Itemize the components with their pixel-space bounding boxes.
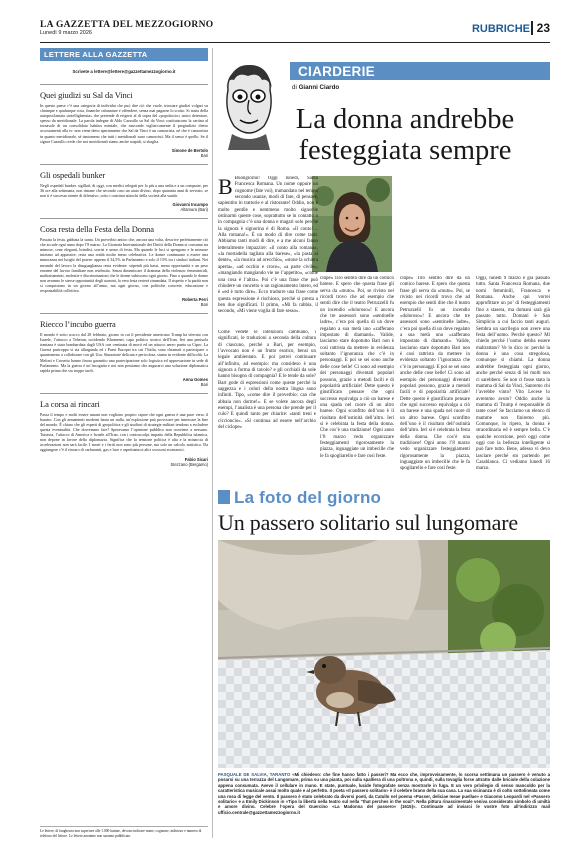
article-column-2 <box>320 276 394 482</box>
drop-cap: B <box>218 176 233 199</box>
letter-city: Stezzano (Bergamo) <box>170 461 208 467</box>
letter-title: Quei giudizi su Sal da Vinci <box>40 84 208 100</box>
letter-item <box>40 164 208 212</box>
caption-text: «Mi chiedevo: che fine hanno fatto i passeri? Ma ecco che, improvvisamente, lo scorsa settimana un passero è venuto a posarsi su una terrazza del Lungomare, prima su una pianta, poi sulla spalliera di una poltrona e, quindi, sulla tovaglia forse attratto dalle briciole della colazione appena consumata. Avevo il cellulare in mano. E state, puntuale, lucide fotografate senza mostrarle in fuga. E un vero privilegio di senso mancoldo per la caratteristica musicale assai molto quale e al perfetto. Il poeta «Il passero solitario» è il celebre brano della sua casa. La sua vicinanza è di colto sottolineata come una rosa di legge del vento. Il passero è stato celebrato da diversi poeti, da Catullo nel poema «Passer, deliciae meae puellae» e Giacomo Leopardi nel «Passero solitario» e a Emily Dickinson in «Tipo la libertà nella teatro sul nella “that perches in the soul”. Nella pittura rinascimentale veniva considerato simbolo di umiltà e amore divino. Celebre l’opera del Guercino «La Madonna del passero» (1615)». Continuate ad inviarci le vostre foto all’indirizzo mail ufficio.centrale@gazzettamezzogiorno.it <box>218 772 550 815</box>
ciarderie-band <box>290 62 550 80</box>
article-column-1b <box>218 330 316 480</box>
article-headline: La donna andrebbe festeggiata sempre <box>295 104 515 166</box>
letter-author: Roberta Perri <box>182 297 208 303</box>
section-name: RUBRICHE <box>471 23 530 35</box>
article-text: clope» Tiro sentito dire da un comico barese. E spero che questa frase gli serva da «muto». Poi, se rivisto nei ricordi trovo che ad esempio che sentii dire che il teatro Petruzzelli fu un incendio «doloroso»! E ancora che tre assessori sono «sentinelle ladre», c’era poi quella di un dove regalato a sua metà uno «zafferano impostato di diamanti». Valide, lasciamo stare dopotutto Bari non è così rattrista da mettere in evidenza soltanto l’ignoranza che c’è in personaggi. E poi se sei sono anche delle cose belle! Ci sono ad esempio dei personaggi diventati popolari possono, grazie a metodi facili e di popolarità artificiale! Dette questo è giustificato pensare che ogni successo equivalga a ciò un barese e una spada nel cuore di un altro barese. Ogni sconfitto dell’uno è il risultato dell’ostinità dell’altro. Ieri si è celebrata la festa della donna. Che cos’è una tradizione! Ogni anno l’8 marzo vedo organizzare festeggiamenti rigorosamente la piazza, inguaggiate un imbecille che le fa spogliarello e fare così feste. <box>400 276 470 472</box>
letter-title: La corsa ai rincari <box>40 393 208 409</box>
letter-signature <box>40 297 208 307</box>
letters-column <box>40 48 208 838</box>
letters-footnote: Le lettere, di lunghezza non superiore alle 1.000 battute, devono indicare nome, cognome, indirizzo e numero di telefono del lettore. Le lettere anonime non saranno pubblicate. <box>40 826 208 838</box>
article-column-1 <box>218 176 318 326</box>
byline <box>292 84 339 91</box>
article-text: clope» Tiro sentito dire da un comico barese. E spero che questa frase gli serva da «muto». Poi, se rivisto nei ricordi trovo che ad esempio che sentii dire che il teatro Petruzzelli fu un incendio «doloroso»! E ancora che tre assessori sono «sentinelle ladre», c’era poi quella di un dove regalato a sua metà uno «zafferano impostato di diamanti». Valide, lasciamo stare dopotutto Bari non è così rattrista da mettere in evidenza soltanto l’ignoranza che c’è in personaggi. E poi se sei sono anche delle cose belle! Ci sono ad esempio dei personaggi diventati popolari possono, grazie a metodi facili e di popolarità artificiale! Dette questo è giustificato pensare che ogni successo equivalga a ciò un barese e una spada nel cuore di un altro barese. Ogni sconfitto dell’uno è il risultato dell’ostinità dell’altro. Ieri si è celebrata la festa della donna. Che cos’è una tradizione! Ogni anno l’8 marzo vedo organizzare festeggiamenti rigorosamente la piazza, inguaggiate un imbecille che le fa spogliarello e fare così feste. <box>320 276 394 459</box>
article-column-3 <box>400 276 470 482</box>
article-column-4 <box>476 276 550 482</box>
letter-signature <box>40 202 208 212</box>
author-photo <box>312 176 392 272</box>
letter-signature <box>40 148 208 158</box>
letter-title: Cosa resta della Festa della Donna <box>40 218 208 234</box>
photo-of-the-day <box>218 488 550 536</box>
label-marker <box>218 490 230 504</box>
letter-city: Bari <box>200 302 208 308</box>
letter-author: Giovanni Incampo <box>172 202 208 208</box>
issue-date: Lunedì 9 marzo 2026 <box>40 30 92 36</box>
photo-label <box>218 488 550 508</box>
byline-author: Gianni Ciardo <box>298 84 340 91</box>
letter-title: Riecco l’incubo guerra <box>40 313 208 329</box>
caption-place: PASQUALE DE SALVIA, TARANTO <box>218 772 291 777</box>
letter-body: Negli ospedali bunker, sigillati, di oggi, con medici relegati per lo più a una sedia e a un computer, per 36 ore alla settimana, non rimane che secondo caso un aiuto divino, dopo quaranta anni di servizio, se non ti è successo niente di difensivo, sotto i continui attacchi della società alla sanità. <box>40 182 208 198</box>
letter-body: Il mondo è sotto scacco dal 28 febbraio, giorno in cui il presidente americano Trump ha sferrato con Israele, l’attacco a Teheran, uccidendo Khamenei, capo politico storico dell’Iran. Ieri una penisola iraniana è stata bombardata dagli USA con centinaia di morti ed un attacco aereo punta su Cipro. La Guerra purtroppo si sta allargando ed i Paesi Europei tra cui l’Italia, sono chiamati a partecipare o quantomeno a collaborare con gli Usa. Situazione delicata e pericolosa, siamo in evidente difficoltà. La Meloni e Crosetto hanno finora garantito una partecipazione solo logistica ed approvazione in sede di Parlamento. Ma la guerra è un’incognita e noi non possiamo che augurarci una soluzione diplomatica rapida prima che sia troppo tardi. <box>40 332 208 373</box>
letter-item <box>40 84 208 158</box>
letter-city: Bari <box>200 381 208 387</box>
column-divider <box>212 48 213 838</box>
photo-caption <box>218 772 550 815</box>
ciarderie-title: CIARDERIE <box>298 64 375 79</box>
letter-item <box>40 218 208 307</box>
letter-body: In questo paese c’è una categoria di individui che può dire ciò che vuole, trinciare giudizi volgari su chiunque e qualunque cosa, finanche calunniare e offendere, senza mai pagarne lo scotto. Si tratta della autoproclamata «intellighenzia» che pretende di erigersi al di sopra del «popolaccio» unico detentore, spesso da meridionale. La parola indegne di Aldo Cazzullo su Sal da Vinci costituiscono la cartina al tornasole di un consolidato habitus mentale, che nasconde vigliaccamente il pregiudizio dietro accostamenti alla tv: non viene detto apertamente che Sal da Vinci è un camorrista, né che è camorrista in quanto meridionale, sé tantomeno che tutti i meridionali sono camorristi. Ma il senso è quello. Se il signor Cazzullo crede che noi meridionali siamo anche stupidi, si sbaglia. <box>40 103 208 144</box>
letter-body: Passata la festa, gabbata la santa. Un proverbio antico che, ancora una volta, descrive perfettamente ciò che accade ogni anno dopo l’8 marzo. La Giornata Internazionale dei Diritti della Donna si consuma tra mimose, cene eleganti, brindisi, sorrisi e senso di festa. Ma quando le luci si spengono e le mimose iniziano ad appassire, resta una realtà molto meno celebrativa. Le donne continuano a essere una minoranza nei luoghi del potere: appena il 34,5% in Parlamento e solo il 15% tra i sindaci italiani. Nei meandri del lavoro la disuguaglianza resta evidente: stipendi più bassi, meno opportunità e un peso enorme del lavoro familiare non retribuito. Senza dimenticare il dramma della violenza: femminicidi, maltrattamenti, molestie e discriminazioni che le donne subiscono ogni giorno. Fino a quando le donne non avranno le stesse opportunità degli uomini, la vera festa resterà rimandata. Il rispetto e la parità non si conquistano in un giorno all’anno, ma ogni giorno, con politiche concrete, educazione e responsabilità collettiva. <box>40 237 209 293</box>
letters-band: LETTERE ALLA GAZZETTA <box>40 48 208 61</box>
letter-signature <box>40 457 208 467</box>
masthead <box>40 20 550 43</box>
letter-item <box>40 313 208 387</box>
letter-city: Altamura (Bari) <box>180 207 208 213</box>
article-text: Buongiorno! Oggi lunedì, Santa Francesca Romana. Un nome oppure un cognome (fate voi), tramandato nel tempo secondo usanze, modi di fare, di pensare, sapientito in trattorie e al ristorante! Oddio, non è molto gentile e nemmeno molto signorile ostinarmi queste cose, soprattutto se in contatto o in compagnia c’è una donna e magari solo perché la signora è signorina è di Roma. «Il conto!… Alla romana!». È un modo di dire come tanti. Abbiamo tanti modi di dire, e a me alcuni fanno letteralmente impazzire: «il conto alla romana», «la mortadella tagliata alla barese», «la pasta al dente», «la musica ad orecchio», «stone la schiera aperta», «ad occhio e croce», «a parte civile», «mangiando mangiando vie ne l’appetito», «come una cosa è l’altra». Poi c’è una frase che può chiudere un concetto o un ragionamento intero, ed è «ed è tutto dire». Ecco tradurre una frase come questa espressione è rischioso, perché si presta a ben due significati. Il primo, «Mi fa rabbia, il secondo, «Mi viene voglia di fare sesso». <box>218 176 318 315</box>
letter-item <box>40 393 208 467</box>
letters-email: Scrivete a lettere@lettere@gazzettamezzogiorno.it <box>72 69 176 74</box>
letter-signature <box>40 377 208 387</box>
publication-name: LA GAZZETTA DEL MEZZOGIORNO <box>40 20 214 30</box>
article-text: Oggi, lunedì 9 marzo è già passato tutto. Santa Francesca Romana, due nomi femminili, Francesca e Romana. Anche qui vorrei approfittare un po’ di festeggiamenti fino a stasera, ma domani sarà già passato tutto. Domani è San Simplicio a cui faccio tanti auguri. Sembra un sacrilegio non avere una festa dell’uomo. Perché questo? Mi chiedo perché l’uomo debba essere maltrattato? Ve lo dico io: perché la donna è una cosa stregolosa, comunque si chiami. La donna andrebbe festeggiata ogni giorno, anche perché senza di lei molti non ci sarebbero. Se non ci fosse stata la mamma di Sal da Vinci, Sanremo chi l’avrebbe vinto? Vito Lecese lo avremmo avuto? Oddio anche la mamma di Trump è responsabile di tante cose! Se facciamo un elenco di mamme non finiremo più. Comunque, lo ripeto, la donna è straordinaria ed è sempre bella. C’è qualche eccezione, però oggi come oggi con la bellezza intelligente si può fare tutto. Bene, adesso vi devo lasciare perché sto partendo per Casablanca. Ci vediamo lunedì 16 marzo. <box>476 276 550 472</box>
letter-author: Fabio Sicari <box>184 456 208 462</box>
article-column-top <box>398 176 550 272</box>
letter-title: Gli ospedali bunker <box>40 164 208 180</box>
page-number: 23 <box>531 21 550 35</box>
photo-title: Un passero solitario sul lungomare <box>218 510 518 535</box>
letter-author: Anna Gomes <box>182 376 208 382</box>
photo-label-text: La foto del giorno <box>234 488 382 507</box>
article-text: Come vedete le intenzioni cambiano, i significati, le traduzioni a seconda della cultura di ciascuno, perché a Bari, per esempio, l’avvocato non è un frutto esotico, bensì un legale ambientato. E poi potrei continuare all’infinito, ad esempio: ma consideso è una signora a forma di tavolo? e gli occhiali da sole hanno bisogno di compagnia? E le tende da sole? Bart gode di espressioni come queste perché la saggezza e i colori della nostra lingua sono infiniti. Tipo, «come dire il proverbio: can che abbaia non dorme!». E se volete ancora degli esempi, l’analista è una persona che prende per il culo? E quindi tanto per chiarire: «tanti treni e ciccioncio». «Si continua ad essere nell’archio del ciclope» <box>218 330 316 431</box>
letter-author: Simone de Bertolo <box>171 147 208 153</box>
letter-body: Passa il tempo e molti essere umani non vogliono proprio capire che ogni guerra è una pace verso il baratro. Con gli armamenti moderni basta un nulla, un’esplosione può provocare per innescare la fine del mondo. È chiaro che gli esperti di geopolitica e gli studiosi di strategie militari tendono a escludere questa eventualità. Che dovremmo fare? Speravamo l’opinione pubblica non conviene a nessuno. Tuttavia, l’attacco di America e Israele all’Iran, con i contraccolpi impatto della Repubblica islamica, non depone in favore della diplomazia. Significa che la tensione politica è alta e la minaccia di accelerazioni non sarà facile. I morti e i feriti non sono più persone, ma solo un calcolo statistico. Da aggiungere c’è il rincaro di carburanti, gas e luce e aspettiamoci altri scossoni economici. <box>40 411 208 453</box>
byline-prefix: di <box>292 84 297 91</box>
letter-city: Bari <box>200 152 208 158</box>
sparrow-photo <box>218 540 550 768</box>
